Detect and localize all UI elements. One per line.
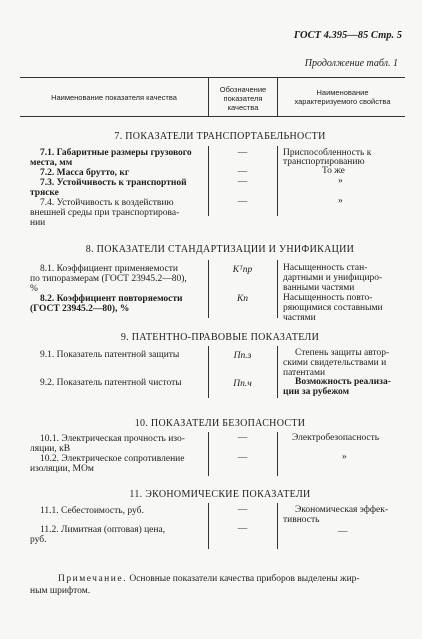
section-title: 10. ПОКАЗАТЕЛИ БЕЗОПАСНОСТИ (134, 418, 306, 429)
footnote-text: Основные показатели качества приборов выделены жир- (129, 574, 360, 584)
row-property: дартными и унифициро- (283, 273, 383, 283)
row-name: тряске (30, 188, 59, 198)
column-header-symbol: Обозначение показателя качества (219, 85, 267, 112)
row-name: 8.2. Коэффициент повторяемости (40, 294, 183, 304)
row-property: Возможность реализа- (295, 377, 391, 387)
gost-page-header: ГОСТ 4.395—85 Стр. 5 (293, 30, 402, 41)
row-name: внешней среды при транспортирова- (30, 208, 180, 218)
row-symbol: — (237, 524, 248, 534)
row-name: 7.1. Габаритные размеры грузового (40, 148, 192, 158)
column-header-name: Наименование показателя качества (51, 93, 177, 102)
row-property: ции за рубежом (283, 387, 350, 397)
row-property: частями (283, 313, 316, 323)
table-header-rule (20, 116, 405, 117)
footnote-continuation: ным шрифтом. (30, 586, 91, 596)
column-divider (277, 146, 278, 216)
column-header-property: Наименование характеризуемого свойства (294, 88, 391, 106)
row-symbol: — (237, 433, 248, 443)
row-name: 11.1. Себестоимость, руб. (40, 506, 144, 516)
row-symbol: Kп (236, 294, 249, 304)
row-property: транспортированию (283, 157, 365, 167)
row-symbol: Пп.ч (233, 379, 252, 389)
column-divider (277, 77, 278, 116)
row-name: 10.2. Электрическое сопротивление (40, 454, 185, 464)
section-title: 9. ПАТЕНТНО-ПРАВОВЫЕ ПОКАЗАТЕЛИ (120, 332, 320, 343)
column-divider (277, 346, 278, 398)
row-name: 9.2. Показатель патентной чистоты (40, 378, 182, 388)
row-property: скими свидетельствами и (283, 358, 387, 368)
row-name: ляции, кВ (30, 444, 71, 454)
row-property: тивность (283, 515, 320, 525)
column-divider (277, 503, 278, 549)
column-divider (277, 260, 278, 318)
row-name: нии (30, 218, 46, 228)
row-property: Электробезопасность (292, 433, 380, 443)
row-name: по типоразмерам (ГОСТ 23945.2—80), (30, 274, 187, 284)
section-title: 11. ЭКОНОМИЧЕСКИЕ ПОКАЗАТЕЛИ (129, 489, 311, 500)
row-name: 7.2. Масса брутто, кг (40, 168, 130, 178)
row-symbol: — (237, 505, 248, 515)
row-name: 7.3. Устойчивость к транспортной (40, 178, 187, 188)
row-property: патентами (283, 368, 326, 378)
row-symbol: Kᵀпр (232, 265, 253, 275)
footnote-label: Примечание. (58, 574, 127, 584)
row-name: места, мм (30, 158, 73, 168)
row-symbol: — (237, 177, 248, 187)
section-title: 7. ПОКАЗАТЕЛИ ТРАНСПОРТАБЕЛЬНОСТИ (114, 131, 326, 142)
table-continuation-label: Продолжение табл. 1 (304, 58, 398, 69)
row-name: руб. (30, 535, 47, 545)
row-property: Насыщенность повто- (283, 293, 373, 303)
row-property: ряющимися составными (283, 303, 383, 313)
row-name: 11.2. Лимитная (оптовая) цена, (40, 525, 166, 535)
row-symbol: — (237, 453, 248, 463)
row-symbol: Пп.з (233, 351, 252, 361)
row-symbol: — (237, 148, 248, 158)
row-symbol: — (237, 197, 248, 207)
column-divider (277, 432, 278, 476)
footnote (58, 573, 408, 585)
row-name: 9.1. Показатель патентной защиты (40, 350, 180, 360)
row-property: Экономическая эффек- (295, 505, 389, 515)
row-property: Приспособленность к (283, 148, 372, 158)
table-top-rule (20, 77, 405, 78)
row-name: 8.1. Коэффициент применяемости (40, 264, 178, 274)
column-divider (208, 77, 209, 116)
row-name: 10.1. Электрическая прочность изо- (40, 434, 185, 444)
row-property: » (338, 176, 343, 186)
row-property: » (338, 196, 343, 206)
row-name: изоляции, МОм (30, 464, 94, 474)
row-property: Насыщенность стан- (283, 263, 368, 273)
row-property: То же (322, 166, 345, 176)
row-property: ванными частями (283, 283, 355, 293)
row-property: Степень защиты автор- (295, 348, 390, 358)
row-property: — (338, 527, 348, 537)
row-name: % (30, 284, 38, 294)
section-title: 8. ПОКАЗАТЕЛИ СТАНДАРТИЗАЦИИ И УНИФИКАЦИИ (85, 244, 355, 255)
row-property: » (342, 452, 347, 462)
row-name: (ГОСТ 23945.2—80), % (30, 304, 130, 314)
row-name: 7.4. Устойчивость к воздействию (40, 198, 174, 208)
row-symbol: — (237, 167, 248, 177)
